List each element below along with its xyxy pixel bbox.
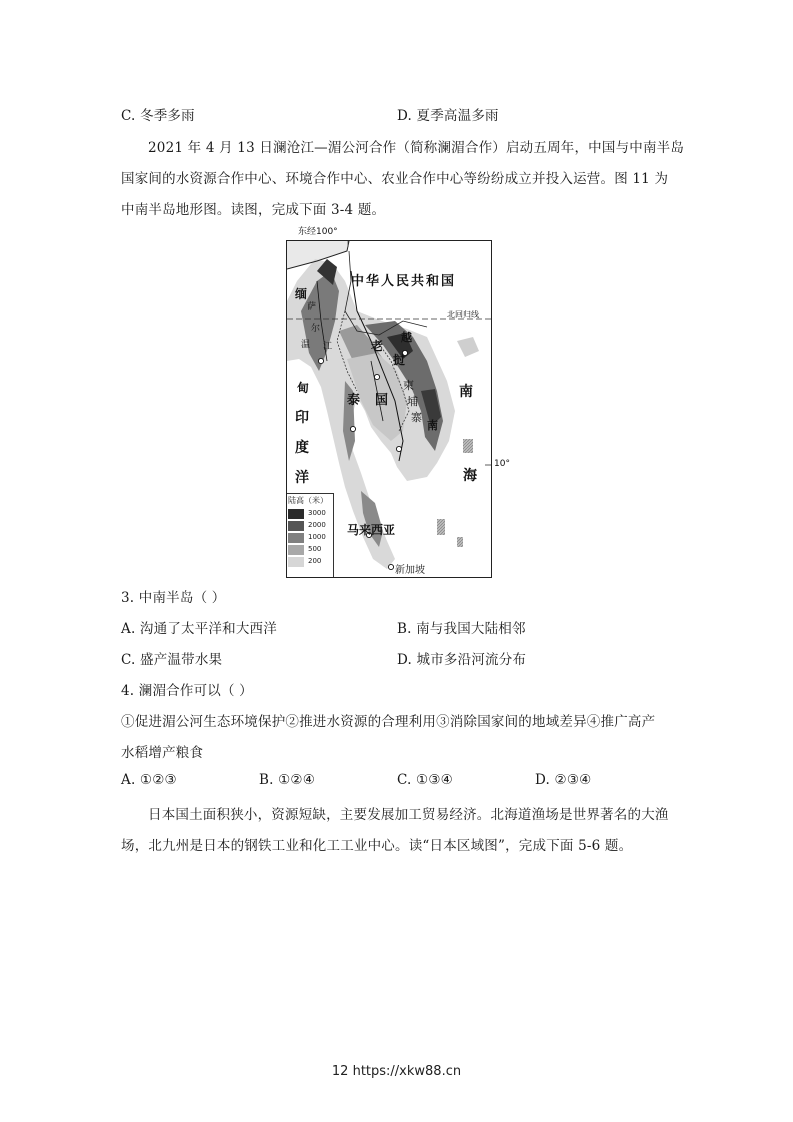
legend-row [287, 532, 333, 544]
question-4-statements: ①促进湄公河生态环境保护②推进水资源的合理利用③消除国家间的地域差异④推广高产 [121, 714, 656, 730]
laos-char-2: 挝 [393, 353, 406, 367]
cambodia-char-2: 埔 [407, 395, 418, 408]
tropic-label: 北回归线 [447, 310, 479, 319]
vietnam-char-1: 越 [401, 331, 412, 344]
option-d-q2: D. 夏季高温多雨 [397, 108, 499, 124]
myanmar-char-2: 甸 [297, 381, 310, 395]
river-char-4: 江 [323, 342, 333, 352]
thailand-char-2: 国 [375, 393, 389, 408]
river-char-3: 温 [301, 340, 311, 350]
legend-swatch [288, 521, 304, 531]
south-china-sea-char-2: 海 [463, 468, 477, 484]
legend-title: 陆高（米） [288, 496, 328, 505]
option-b-q3: B. 南与我国大陆相邻 [397, 621, 526, 637]
south-china-sea-char-1: 南 [459, 384, 473, 400]
longitude-label: 东经100° [298, 227, 338, 237]
elevation-legend [287, 493, 334, 578]
laos-char-1: 老 [371, 339, 384, 353]
paragraph-line: 场，北九州是日本的钢铁工业和化工工业中心。读“日本区域图”，完成下面 5-6 题。 [121, 838, 633, 854]
question-3: 3. 中南半岛（ ） [121, 590, 226, 606]
legend-value: 1000 [308, 533, 326, 541]
legend-value: 500 [308, 545, 322, 553]
latitude-label: 10° [494, 459, 510, 469]
option-a-q4: A. ①②③ [121, 772, 177, 788]
indian-ocean-char-3: 洋 [295, 470, 309, 486]
option-a-q3: A. 沟通了太平洋和大西洋 [121, 621, 277, 637]
paragraph-line: 日本国土面积狭小，资源短缺，主要发展加工贸易经济。北海道渔场是世界著名的大渔 [148, 807, 669, 823]
paragraph-line: 中南半岛地形图。读图，完成下面 3-4 题。 [121, 202, 386, 218]
legend-swatch [288, 509, 304, 519]
malaysia-label: 马来西亚 [347, 523, 396, 537]
china-label: 中华人民共和国 [351, 274, 457, 289]
thailand-char-1: 泰 [347, 393, 361, 408]
option-c-q4: C. ①③④ [397, 772, 453, 788]
legend-row [287, 508, 333, 520]
legend-row [287, 556, 333, 568]
legend-row [287, 520, 333, 532]
paragraph-line: 国家间的水资源合作中心、环境合作中心、农业合作中心等纷纷成立并投入运营。图 11 为 [121, 171, 669, 187]
cambodia-char-3: 寨 [411, 411, 422, 424]
legend-row [287, 544, 333, 556]
cambodia-char-1: 柬 [403, 379, 414, 392]
indian-ocean-char-1: 印 [295, 410, 309, 426]
indochina-terrain-map [286, 240, 492, 578]
question-4-statements-cont: 水稻增产粮食 [121, 745, 204, 761]
option-d-q4: D. ②③④ [535, 772, 592, 788]
option-c-q2: C. 冬季多雨 [121, 108, 195, 124]
legend-value: 200 [308, 557, 322, 565]
river-char-2: 尔 [311, 324, 321, 334]
legend-swatch [288, 533, 304, 543]
river-char-1: 萨 [307, 302, 317, 312]
vietnam-char-2: 南 [427, 419, 438, 432]
paragraph-line: 2021 年 4 月 13 日澜沧江—湄公河合作（简称澜湄合作）启动五周年，中国与中南半岛 [148, 140, 685, 156]
option-c-q3: C. 盛产温带水果 [121, 652, 223, 668]
legend-swatch [288, 557, 304, 567]
option-b-q4: B. ①②④ [259, 772, 316, 788]
page-footer: 12 https://xkw88.cn [331, 1064, 462, 1079]
option-d-q3: D. 城市多沿河流分布 [397, 652, 527, 668]
question-4: 4. 澜湄合作可以（ ） [121, 683, 253, 699]
legend-swatch [288, 545, 304, 555]
legend-value: 2000 [308, 521, 326, 529]
indian-ocean-char-2: 度 [295, 440, 309, 456]
singapore-label: 新加坡 [395, 565, 425, 576]
legend-value: 3000 [308, 509, 326, 517]
myanmar-char-1: 缅 [295, 287, 308, 301]
